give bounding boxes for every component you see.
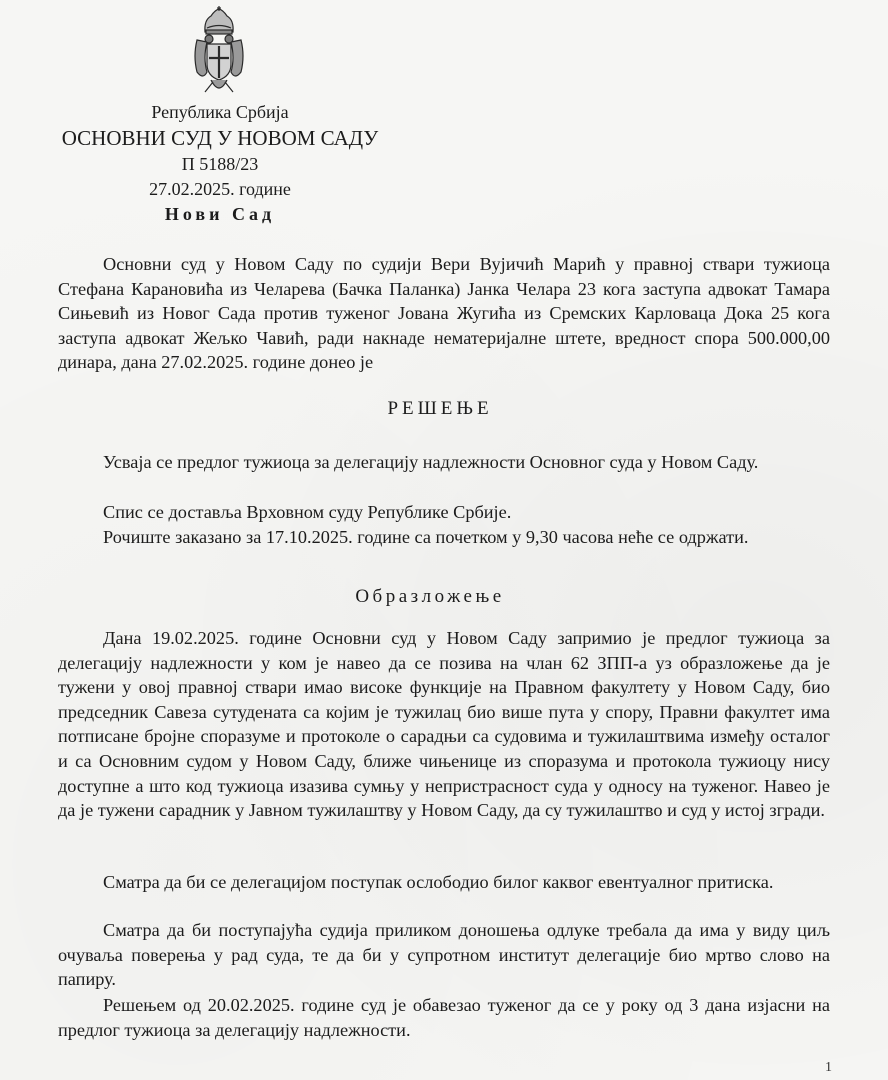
reasoning-paragraph: Решењем од 20.02.2025. године суд је обавезао туженог да се у року од 3 дана изјасни на предлог тужиоца за делегацију надлежности. [58, 995, 830, 1040]
court-name: ОСНОВНИ СУД У НОВОМ САДУ [61, 126, 379, 150]
country-name: Република Србија [151, 102, 289, 122]
city-name: Нови Сад [164, 204, 276, 224]
ruling-item: Усваја се предлог тужиоца за делегацију надлежности Основног суда у Новом Саду. [103, 452, 759, 472]
reasoning-paragraph: Сматра да би се делегацијом поступак ослободио билог каквог евентуалног притиска. [103, 872, 774, 892]
intro-paragraph: Основни суд у Новом Саду по судији Вери Вујичић Марић у правној ствари тужиоца Стефана Карановића из Челарева (Бачка Паланка) Јанка Челара 23 кога заступа адвокат Тамара Сињевић из Новог Сада против туженог Јована Жугића из Сремских Карловаца Дока 25 кога заступа адвокат Жељко Чавић, ради накнаде нематеријалне штете, вредност спора 500.000,00 динара, дана 27.02.2025. године донео је [58, 254, 830, 373]
ruling-title: РЕШЕЊЕ [387, 398, 493, 419]
case-number: П 5188/23 [181, 154, 259, 174]
ruling-item: Спис се доставља Врховном суду Републике Србије. [103, 502, 512, 522]
court-header [40, 100, 400, 227]
coat-of-arms-icon [191, 6, 247, 100]
reasoning-paragraph: Дана 19.02.2025. године Основни суд у Новом Саду запримио је предлог тужиоца за делегацију надлежности у ком је навео да се позива на члан 62 ЗПП-а уз образложење да је тужени у овој правној ствари имао високе функције на Правном факултету у Новом Саду, био председник Савеза сутудената са којим је тужилац био више пута у спору, Правни факултет има потписане бројне споразуме и протоколе о сарадњи са судовима и тужилаштвима између осталог и са Основним судом у Новом Саду, ближе чињенице из споразума и протокола тужиоцу нису доступне а што код тужиоца изазива сумњу у непристрасност суда у односу на туженог. Навео је да је тужени сарадник у Јавном тужилаштву у Новом Саду, да су тужилаштво и суд у истој згради. [58, 628, 830, 821]
reasoning-paragraph: Сматра да би поступајућа судија приликом доношења одлуке требала да има у виду циљ очуваља поверења у рад суда, те да би у супротном институт делегације био мртво слово на папиру. [58, 920, 830, 990]
reasoning-title: Образложење [355, 586, 505, 607]
page-number: 1 [825, 1060, 832, 1075]
ruling-item: Рочиште заказано за 17.10.2025. године са почетком у 9,30 часова неће се одржати. [103, 527, 749, 547]
document-date: 27.02.2025. године [149, 179, 291, 199]
